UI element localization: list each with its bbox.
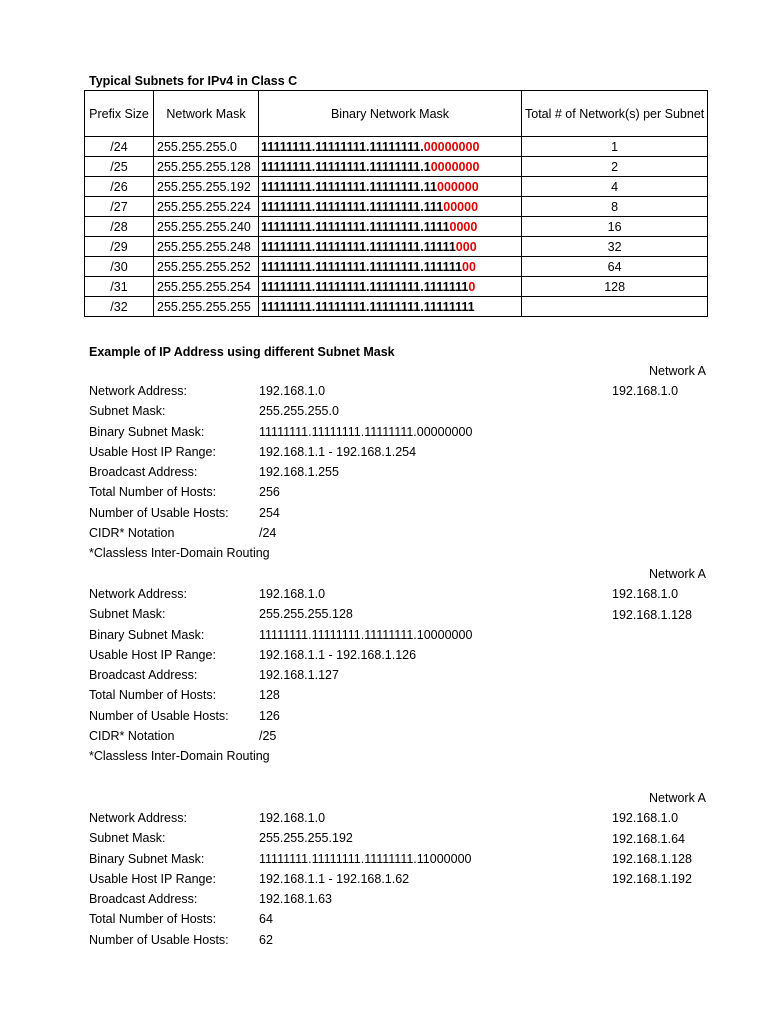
binary-cell: [259, 197, 522, 217]
broadcast-value: 192.168.1.127: [259, 668, 339, 683]
total-cell: [522, 297, 708, 317]
cidr-footnote: *Classless Inter-Domain Routing: [89, 749, 270, 764]
subnet-mask-label: Subnet Mask:: [89, 404, 166, 419]
mask-cell: 255.255.255.224: [154, 197, 259, 217]
header-binary-network-mask: Binary Network Mask: [259, 91, 522, 137]
binary-ones: 11111111.11111111.11111111.1: [261, 159, 431, 174]
binary-zeros: 00: [462, 259, 476, 274]
network-address-label: Network Address:: [89, 384, 187, 398]
network-address-value: 192.168.1.0: [259, 587, 326, 601]
side-network-value: 192.168.1.0: [612, 811, 679, 826]
side-network-value: 192.168.1.128: [612, 607, 692, 622]
usable-hosts-label: Number of Usable Hosts:: [89, 505, 229, 520]
table-row: [85, 177, 708, 197]
binary-cell: [259, 257, 522, 277]
total-cell: 16: [522, 217, 708, 237]
side-header: Network A: [649, 567, 706, 581]
mask-cell: 255.255.255.128: [154, 157, 259, 177]
subnet-mask-label: Subnet Mask:: [89, 831, 166, 846]
usable-hosts-label: Number of Usable Hosts:: [89, 932, 229, 947]
binary-cell: [259, 237, 522, 257]
subnet-mask-value: 255.255.255.0: [259, 404, 339, 419]
network-address-value: 192.168.1.0: [259, 811, 326, 825]
side-header: Network A: [649, 364, 706, 378]
prefix-cell: /29: [85, 237, 154, 257]
binary-zeros: 00000000: [423, 139, 480, 154]
table-row: [85, 217, 708, 237]
table-row: [85, 137, 708, 157]
example-block: [89, 381, 689, 564]
network-address-label: Network Address:: [89, 811, 187, 825]
total-cell: 128: [522, 277, 708, 297]
prefix-cell: /26: [85, 177, 154, 197]
binary-mask-value: 11111111.11111111.11111111.00000000: [259, 424, 473, 439]
table-row: [85, 297, 708, 317]
binary-ones: 11111111.11111111.11111111.: [261, 139, 424, 154]
host-range-label: Usable Host IP Range:: [89, 444, 216, 459]
cidr-value: /25: [259, 729, 277, 744]
binary-zeros: 0000: [449, 219, 478, 234]
total-hosts-label: Total Number of Hosts:: [89, 485, 217, 500]
binary-cell: [259, 157, 522, 177]
broadcast-value: 192.168.1.255: [259, 465, 339, 480]
binary-zeros: 000000: [437, 179, 479, 194]
host-range-value: 192.168.1.1 - 192.168.1.126: [259, 647, 417, 662]
header-total-networks: Total # of Network(s) per Subnet: [522, 91, 708, 137]
binary-zeros: 00000: [443, 199, 479, 214]
binary-zeros: 000: [455, 239, 477, 254]
binary-zeros: 0: [468, 279, 476, 294]
prefix-cell: /31: [85, 277, 154, 297]
prefix-cell: /24: [85, 137, 154, 157]
broadcast-label: Broadcast Address:: [89, 465, 198, 480]
cidr-footnote: *Classless Inter-Domain Routing: [89, 546, 270, 561]
binary-mask-value: 11111111.11111111.11111111.11000000: [259, 851, 472, 866]
binary-ones: 11111111.11111111.11111111.11111111: [261, 299, 475, 314]
total-cell: 32: [522, 237, 708, 257]
mask-cell: 255.255.255.192: [154, 177, 259, 197]
network-address-value: 192.168.1.0: [259, 384, 326, 398]
total-cell: 4: [522, 177, 708, 197]
host-range-value: 192.168.1.1 - 192.168.1.62: [259, 871, 410, 886]
mask-cell: 255.255.255.255: [154, 297, 259, 317]
binary-mask-label: Binary Subnet Mask:: [89, 851, 205, 866]
network-address-label: Network Address:: [89, 587, 187, 601]
side-network-value: 192.168.1.192: [612, 872, 692, 887]
mask-cell: 255.255.255.254: [154, 277, 259, 297]
usable-hosts-value: 126: [259, 708, 280, 723]
side-network-value: 192.168.1.128: [612, 851, 692, 866]
binary-cell: [259, 177, 522, 197]
binary-mask-value: 11111111.11111111.11111111.10000000: [259, 627, 473, 642]
total-hosts-value: 64: [259, 912, 273, 927]
host-range-value: 192.168.1.1 - 192.168.1.254: [259, 444, 417, 459]
binary-cell: [259, 297, 522, 317]
binary-mask-label: Binary Subnet Mask:: [89, 627, 205, 642]
table-header-row: [85, 91, 708, 137]
total-cell: 1: [522, 137, 708, 157]
total-hosts-label: Total Number of Hosts:: [89, 688, 217, 703]
table-row: [85, 197, 708, 217]
mask-cell: 255.255.255.0: [154, 137, 259, 157]
host-range-label: Usable Host IP Range:: [89, 871, 216, 886]
subnet-mask-label: Subnet Mask:: [89, 607, 166, 622]
examples-title: Example of IP Address using different Subnet Mask: [89, 345, 395, 359]
side-network-value: 192.168.1.64: [612, 831, 685, 846]
side-header: Network A: [649, 791, 706, 805]
total-cell: 2: [522, 157, 708, 177]
example-block: [89, 584, 689, 767]
mask-cell: 255.255.255.240: [154, 217, 259, 237]
binary-cell: [259, 137, 522, 157]
cidr-label: CIDR* Notation: [89, 729, 175, 744]
broadcast-label: Broadcast Address:: [89, 668, 198, 683]
total-cell: 64: [522, 257, 708, 277]
subnet-mask-value: 255.255.255.128: [259, 607, 353, 622]
binary-ones: 11111111.11111111.11111111.111: [261, 199, 444, 214]
binary-ones: 11111111.11111111.11111111.1111111: [261, 279, 469, 294]
binary-mask-label: Binary Subnet Mask:: [89, 424, 205, 439]
usable-hosts-label: Number of Usable Hosts:: [89, 708, 229, 723]
table-title: Typical Subnets for IPv4 in Class C: [89, 74, 298, 88]
prefix-cell: /25: [85, 157, 154, 177]
broadcast-label: Broadcast Address:: [89, 892, 198, 907]
cidr-label: CIDR* Notation: [89, 526, 175, 541]
binary-cell: [259, 217, 522, 237]
subnet-table: [84, 90, 708, 317]
total-hosts-value: 128: [259, 688, 280, 703]
prefix-cell: /32: [85, 297, 154, 317]
prefix-cell: /30: [85, 257, 154, 277]
total-hosts-value: 256: [259, 485, 280, 500]
binary-cell: [259, 277, 522, 297]
binary-ones: 11111111.11111111.11111111.111111: [261, 259, 463, 274]
binary-ones: 11111111.11111111.11111111.1111: [261, 219, 450, 234]
binary-zeros: 0000000: [430, 159, 480, 174]
broadcast-value: 192.168.1.63: [259, 892, 332, 907]
header-network-mask: Network Mask: [154, 91, 259, 137]
table-row: [85, 237, 708, 257]
usable-hosts-value: 62: [259, 932, 273, 947]
table-row: [85, 157, 708, 177]
binary-ones: 11111111.11111111.11111111.11: [261, 179, 437, 194]
total-hosts-label: Total Number of Hosts:: [89, 912, 217, 927]
prefix-cell: /27: [85, 197, 154, 217]
subnet-mask-value: 255.255.255.192: [259, 831, 353, 846]
usable-hosts-value: 254: [259, 505, 280, 520]
total-cell: 8: [522, 197, 708, 217]
table-row: [85, 257, 708, 277]
mask-cell: 255.255.255.252: [154, 257, 259, 277]
header-prefix-size: Prefix Size: [85, 91, 154, 137]
cidr-value: /24: [259, 526, 277, 541]
side-network-value: 192.168.1.0: [612, 384, 679, 399]
side-network-value: 192.168.1.0: [612, 587, 679, 602]
example-block: [89, 808, 689, 950]
mask-cell: 255.255.255.248: [154, 237, 259, 257]
table-row: [85, 277, 708, 297]
host-range-label: Usable Host IP Range:: [89, 647, 216, 662]
binary-ones: 11111111.11111111.11111111.11111: [261, 239, 456, 254]
prefix-cell: /28: [85, 217, 154, 237]
